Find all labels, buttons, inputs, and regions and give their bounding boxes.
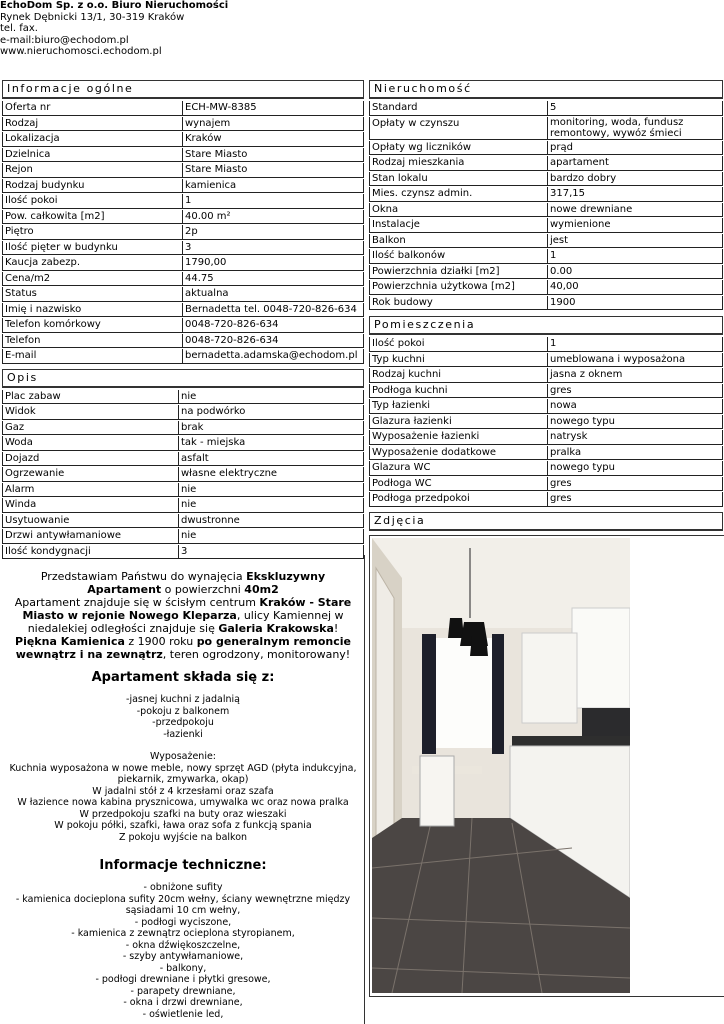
- list-item: -pokoju z balkonem: [136, 705, 230, 717]
- field-label: Typ kuchni: [369, 353, 548, 368]
- field-value: nowe drewniane: [548, 203, 723, 218]
- table-row: [2, 241, 364, 256]
- field-label: Oferta nr: [2, 101, 183, 116]
- field-label: Rok budowy: [369, 296, 548, 311]
- table-row: [369, 172, 723, 187]
- table-row: [2, 405, 364, 420]
- opis-table: [2, 390, 364, 561]
- field-label: Rodzaj: [2, 117, 183, 132]
- field-label: Dzielnica: [2, 148, 183, 163]
- field-value: gres: [548, 492, 723, 507]
- field-label: Rejon: [2, 163, 183, 178]
- field-value: tak - miejska: [179, 436, 364, 451]
- field-label: Telefon komórkowy: [2, 318, 183, 333]
- field-label: Stan lokalu: [369, 172, 548, 187]
- table-row: [2, 421, 364, 436]
- list-item: Kuchnia wyposażona w nowe meble, nowy sprzęt AGD (płyta indukcyjna, piekarnik, zmywarka, okap): [9, 762, 357, 785]
- table-row: [2, 303, 364, 318]
- field-label: Standard: [369, 101, 548, 116]
- field-label: Piętro: [2, 225, 183, 240]
- field-value: 1790,00: [183, 256, 364, 271]
- photo-frame: [369, 535, 724, 997]
- table-row: [2, 545, 364, 560]
- list-item: - balkony,: [159, 962, 207, 974]
- table-row: [369, 477, 723, 492]
- field-value: 3: [183, 241, 364, 256]
- nieruchomosc-table: [369, 101, 723, 311]
- field-label: Mies. czynsz admin.: [369, 187, 548, 202]
- field-label: Ilość balkonów: [369, 249, 548, 264]
- section-opis-title: Opis: [2, 369, 364, 388]
- company-name: EchoDom Sp. z o.o. Biuro Nieruchomości: [0, 0, 229, 11]
- field-label: Cena/m2: [2, 272, 183, 287]
- field-label: Ilość kondygnacji: [2, 545, 179, 560]
- wyposazenie-title: Wyposażenie:: [150, 751, 216, 762]
- field-label: Powierzchnia działki [m2]: [369, 265, 548, 280]
- field-value: nie: [179, 529, 364, 544]
- field-value: Bernadetta tel. 0048-720-826-634: [183, 303, 364, 318]
- wyposazenie-list: [2, 763, 364, 844]
- field-label: Lokalizacja: [2, 132, 183, 147]
- field-value: bardzo dobry: [548, 172, 723, 187]
- field-label: Status: [2, 287, 183, 302]
- list-item: W łazience nowa kabina prysznicowa, umywalka wc oraz nowa pralka: [17, 797, 349, 808]
- field-label: Wyposażenie łazienki: [369, 430, 548, 445]
- section-nieruchomosc-title: Nieruchomość: [369, 80, 723, 99]
- table-row: [369, 218, 723, 233]
- field-value: bernadetta.adamska@echodom.pl: [183, 349, 364, 364]
- field-value: Stare Miasto: [183, 163, 364, 178]
- field-label: Okna: [369, 203, 548, 218]
- table-row: [369, 384, 723, 399]
- table-row: [369, 101, 723, 116]
- field-value: Stare Miasto: [183, 148, 364, 163]
- list-item: - okna dźwiękoszczelne,: [125, 939, 241, 951]
- field-label: Dojazd: [2, 452, 179, 467]
- table-row: [369, 296, 723, 311]
- field-value: monitoring, woda, fundusz remontowy, wywóz śmieci: [548, 117, 723, 140]
- field-label: Balkon: [369, 234, 548, 249]
- table-row: [369, 187, 723, 202]
- table-row: [2, 514, 364, 529]
- field-value: prąd: [548, 141, 723, 156]
- field-value: nowa: [548, 399, 723, 414]
- table-row: [2, 390, 364, 405]
- field-label: Podłoga przedpokoi: [369, 492, 548, 507]
- field-label: Opłaty w czynszu: [369, 117, 548, 140]
- list-item: - oświetlenie led,: [142, 1008, 224, 1020]
- field-value: asfalt: [179, 452, 364, 467]
- field-value: nie: [179, 498, 364, 513]
- field-label: E-mail: [2, 349, 183, 364]
- field-label: Ilość pięter w budynku: [2, 241, 183, 256]
- field-label: Wyposażenie dodatkowe: [369, 446, 548, 461]
- table-row: [369, 156, 723, 171]
- desc-paragraph-1: Przedstawiam Państwu do wynajęcia Ekskluzywny Apartament o powierzchni 40m2: [40, 570, 326, 596]
- field-value: 2p: [183, 225, 364, 240]
- field-label: Drzwi antywłamaniowe: [2, 529, 179, 544]
- field-value: 0.00: [548, 265, 723, 280]
- list-item: W przedpokoju szafki na buty oraz wieszaki: [79, 808, 287, 820]
- table-row: [2, 452, 364, 467]
- agency-header: [0, 0, 228, 58]
- field-label: Usytuowanie: [2, 514, 179, 529]
- table-row: [2, 272, 364, 287]
- field-label: Rodzaj mieszkania: [369, 156, 548, 171]
- table-row: [2, 318, 364, 333]
- field-value: nowego typu: [548, 461, 723, 476]
- list-item: -łazienki: [163, 728, 203, 740]
- field-label: Plac zabaw: [2, 390, 179, 405]
- kitchen-photo[interactable]: [372, 538, 630, 993]
- list-item: W jadalni stół z 4 krzesłami oraz szafa: [92, 785, 274, 797]
- table-row: [2, 287, 364, 302]
- field-value: 1: [548, 249, 723, 264]
- field-value: gres: [548, 384, 723, 399]
- table-row: [369, 399, 723, 414]
- field-value: 40,00: [548, 280, 723, 295]
- table-row: [369, 368, 723, 383]
- field-label: Imię i nazwisko: [2, 303, 183, 318]
- list-item: - obniżone sufity: [143, 882, 223, 893]
- field-value: dwustronne: [179, 514, 364, 529]
- table-row: [2, 132, 364, 147]
- heading-sklada: Apartament składa się z:: [91, 670, 275, 685]
- field-label: Ilość pokoi: [369, 337, 548, 352]
- table-row: [2, 467, 364, 482]
- field-value: wymienione: [548, 218, 723, 233]
- field-value: apartament: [548, 156, 723, 171]
- table-row: [2, 225, 364, 240]
- field-value: 1: [183, 194, 364, 209]
- desc-paragraph-2: Apartament znajduje się w ścisłym centrum Kraków - Stare Miasto w rejonie Nowego Kleparza, ulicy Kamiennej w niedalekiej odległości znajduje się Galeria Krakowska!: [14, 596, 352, 635]
- field-label: Typ łazienki: [369, 399, 548, 414]
- table-row: [2, 436, 364, 451]
- field-label: Rodzaj budynku: [2, 179, 183, 194]
- list-item: - szyby antywłamaniowe,: [122, 951, 244, 962]
- table-row: [2, 148, 364, 163]
- company-www: www.nieruchomosci.echodom.pl: [0, 46, 162, 57]
- section-zdjecia-title: Zdjęcia: [369, 512, 723, 531]
- field-value: nie: [179, 390, 364, 405]
- field-value: ECH-MW-8385: [183, 101, 364, 116]
- table-row: [2, 483, 364, 498]
- field-label: Woda: [2, 436, 179, 451]
- list-item: - kamienica docieplona sufity 20cm wełny, ściany wewnętrzne między sąsiadami 10 cm wełny,: [15, 893, 351, 916]
- section-pomieszczenia-title: Pomieszczenia: [369, 316, 723, 335]
- field-value: 1900: [548, 296, 723, 311]
- field-value: nowego typu: [548, 415, 723, 430]
- heading-tech: Informacje techniczne:: [99, 858, 267, 873]
- list-item: -przedpokoju: [152, 717, 214, 728]
- field-value: natrysk: [548, 430, 723, 445]
- field-value: kamienica: [183, 179, 364, 194]
- table-row: [2, 210, 364, 225]
- field-label: Telefon: [2, 334, 183, 349]
- list-item: -jasnej kuchni z jadalnią: [126, 694, 240, 705]
- field-label: Widok: [2, 405, 179, 420]
- field-value: 1: [548, 337, 723, 352]
- field-label: Podłoga WC: [369, 477, 548, 492]
- table-row: [2, 349, 364, 364]
- field-label: Gaz: [2, 421, 179, 436]
- table-row: [369, 249, 723, 264]
- field-value: własne elektryczne: [179, 467, 364, 482]
- field-value: umeblowana i wyposażona: [548, 353, 723, 368]
- field-value: na podwórko: [179, 405, 364, 420]
- column-divider: [364, 555, 365, 1024]
- company-email: e-mail:biuro@echodom.pl: [0, 34, 129, 46]
- table-row: [2, 498, 364, 513]
- table-row: [369, 265, 723, 280]
- table-row: [2, 334, 364, 349]
- table-row: [2, 101, 364, 116]
- table-row: [369, 337, 723, 352]
- list-item: - okna i drzwi drewniane,: [123, 997, 243, 1008]
- table-row: [369, 353, 723, 368]
- field-label: Instalacje: [369, 218, 548, 233]
- field-value: aktualna: [183, 287, 364, 302]
- field-value: 3: [179, 545, 364, 560]
- table-row: [2, 179, 364, 194]
- list-item: - podłogi drewniane i płytki gresowe,: [95, 974, 271, 985]
- table-row: [369, 280, 723, 295]
- field-label: Kaucja zabezp.: [2, 256, 183, 271]
- table-row: [369, 430, 723, 445]
- list-item: - podłogi wyciszone,: [134, 916, 232, 928]
- field-label: Alarm: [2, 483, 179, 498]
- pomieszczenia-table: [369, 337, 723, 508]
- table-row: [369, 141, 723, 156]
- table-row: [2, 529, 364, 544]
- list-item: - parapety drewniane,: [130, 985, 236, 997]
- field-value: 44.75: [183, 272, 364, 287]
- field-label: Rodzaj kuchni: [369, 368, 548, 383]
- field-value: wynajem: [183, 117, 364, 132]
- description: [2, 570, 364, 1020]
- field-label: Ogrzewanie: [2, 467, 179, 482]
- informacje-table: [2, 101, 364, 365]
- field-label: Winda: [2, 498, 179, 513]
- list-item: - kamienica z zewnątrz ocieplona styropianem,: [71, 928, 295, 939]
- table-row: [369, 234, 723, 249]
- field-label: Glazura łazienki: [369, 415, 548, 430]
- company-tel: tel. fax.: [0, 23, 38, 34]
- field-value: 5: [548, 101, 723, 116]
- field-value: brak: [179, 421, 364, 436]
- field-label: Powierzchnia użytkowa [m2]: [369, 280, 548, 295]
- field-value: jest: [548, 234, 723, 249]
- field-value: 40.00 m²: [183, 210, 364, 225]
- field-label: Ilość pokoi: [2, 194, 183, 209]
- table-row: [2, 163, 364, 178]
- field-value: gres: [548, 477, 723, 492]
- table-row: [369, 446, 723, 461]
- sklada-list: [2, 694, 364, 740]
- field-value: pralka: [548, 446, 723, 461]
- company-address: Rynek Dębnicki 13/1, 30-319 Kraków: [0, 11, 185, 23]
- table-row: [369, 461, 723, 476]
- table-row: [2, 256, 364, 271]
- left-column: [2, 80, 364, 1020]
- desc-paragraph-3: Piękna Kamienica z 1900 roku po generalnym remoncie wewnątrz i na zewnątrz, teren ogrodzony, monitorowany!: [15, 635, 351, 661]
- table-row: [369, 117, 723, 140]
- field-value: jasna z oknem: [548, 368, 723, 383]
- field-value: Kraków: [183, 132, 364, 147]
- right-column: [369, 80, 723, 997]
- tech-list: [2, 882, 364, 1020]
- table-row: [369, 203, 723, 218]
- table-row: [2, 194, 364, 209]
- list-item: W pokoju półki, szafki, ława oraz sofa z funkcją spania: [54, 820, 312, 831]
- field-value: 0048-720-826-634: [183, 318, 364, 333]
- field-label: Glazura WC: [369, 461, 548, 476]
- section-informacje-title: Informacje ogólne: [2, 80, 364, 99]
- table-row: [369, 415, 723, 430]
- field-value: 317,15: [548, 187, 723, 202]
- field-label: Pow. całkowita [m2]: [2, 210, 183, 225]
- field-value: 0048-720-826-634: [183, 334, 364, 349]
- table-row: [2, 117, 364, 132]
- field-value: nie: [179, 483, 364, 498]
- table-row: [369, 492, 723, 507]
- list-item: Z pokoju wyjście na balkon: [118, 831, 248, 843]
- field-label: Opłaty wg liczników: [369, 141, 548, 156]
- field-label: Podłoga kuchni: [369, 384, 548, 399]
